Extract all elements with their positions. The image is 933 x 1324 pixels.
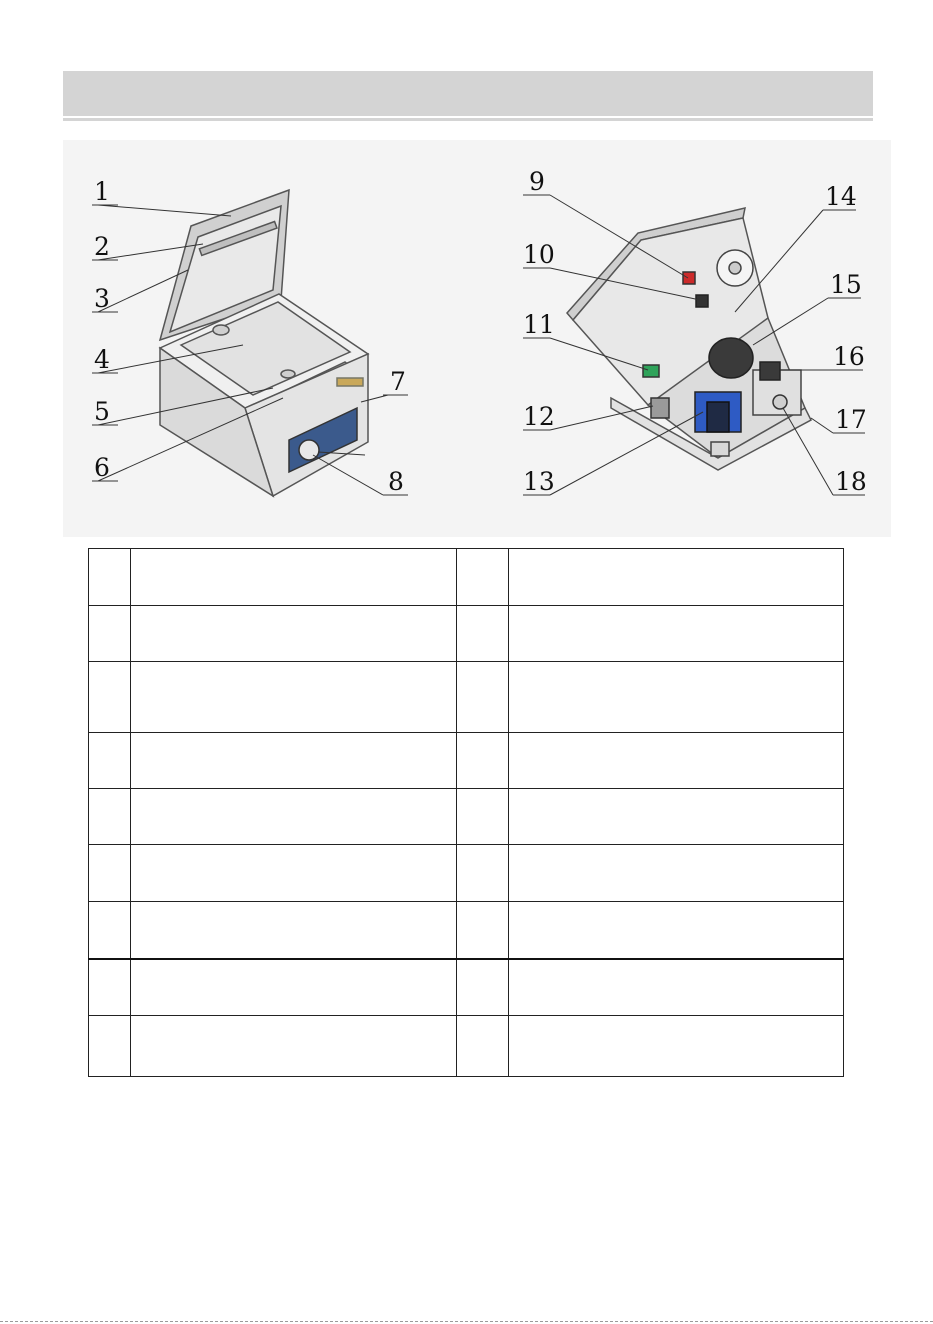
- brand-plate: [337, 378, 363, 386]
- callout-13: 13: [523, 467, 555, 496]
- machine-diagram: [63, 140, 891, 537]
- table-row: [89, 789, 844, 845]
- table-cell: [131, 549, 457, 606]
- table-cell: [89, 606, 131, 662]
- table-cell: [509, 959, 844, 1016]
- callout-10: 10: [523, 240, 555, 269]
- table-row: [89, 845, 844, 902]
- lid-hinge: [213, 325, 229, 335]
- table-cell: [131, 606, 457, 662]
- section-header-bar: [63, 71, 873, 116]
- table-cell: [457, 845, 509, 902]
- front-view-machine: [160, 190, 368, 496]
- table-cell: [89, 733, 131, 789]
- table-row: [89, 733, 844, 789]
- table-cell: [131, 733, 457, 789]
- section-header-underline: [63, 118, 873, 121]
- table-cell: [89, 959, 131, 1016]
- table-cell: [131, 845, 457, 902]
- table-cell: [457, 959, 509, 1016]
- foot: [711, 442, 729, 456]
- table-cell: [509, 902, 844, 959]
- callout-8: 8: [388, 467, 404, 496]
- table-cell: [509, 789, 844, 845]
- table-cell: [509, 606, 844, 662]
- table-cell: [457, 606, 509, 662]
- solenoid-valve: [643, 365, 659, 377]
- transformer-core: [707, 402, 729, 432]
- callout-16: 16: [833, 342, 865, 371]
- table-row: [89, 662, 844, 733]
- table-cell: [131, 1016, 457, 1077]
- callout-9: 9: [529, 167, 545, 196]
- callout-18: 18: [835, 467, 867, 496]
- callout-2: 2: [94, 232, 110, 261]
- rear-view-machine: [567, 208, 811, 470]
- callout-6: 6: [94, 453, 110, 482]
- table-row: [89, 1016, 844, 1077]
- callout-17: 17: [835, 405, 867, 434]
- chamber-drain: [281, 370, 295, 378]
- table-cell: [89, 1016, 131, 1077]
- callout-14: 14: [825, 182, 857, 211]
- table-cell: [131, 662, 457, 733]
- table-row: [89, 959, 844, 1016]
- page-bottom-rule: [0, 1321, 933, 1322]
- table-cell: [89, 789, 131, 845]
- table-cell: [457, 662, 509, 733]
- power-switch: [683, 272, 695, 284]
- table-cell: [131, 902, 457, 959]
- exhaust-filter: [760, 362, 780, 380]
- table-cell: [509, 662, 844, 733]
- callout-12: 12: [523, 402, 555, 431]
- table-cell: [457, 1016, 509, 1077]
- table-cell: [457, 902, 509, 959]
- table-cell: [509, 549, 844, 606]
- table-row: [89, 902, 844, 959]
- table-row: [89, 549, 844, 606]
- table-cell: [457, 733, 509, 789]
- callout-15: 15: [830, 270, 862, 299]
- pump-valve: [651, 398, 669, 418]
- oil-window: [773, 395, 787, 409]
- table-row: [89, 606, 844, 662]
- table-cell: [509, 733, 844, 789]
- machine-figure: [63, 140, 891, 537]
- table-cell: [457, 789, 509, 845]
- callout-7: 7: [390, 367, 406, 396]
- table-cell: [89, 662, 131, 733]
- table-cell: [89, 845, 131, 902]
- table-cell: [131, 959, 457, 1016]
- table-cell: [131, 789, 457, 845]
- parts-table: [88, 548, 844, 1077]
- table-cell: [89, 902, 131, 959]
- table-cell: [509, 845, 844, 902]
- table-cell: [457, 549, 509, 606]
- fan-hub: [729, 262, 741, 274]
- table-cell: [509, 1016, 844, 1077]
- callout-11: 11: [523, 310, 555, 339]
- vacuum-pump-motor: [709, 338, 753, 378]
- callout-5: 5: [94, 397, 110, 426]
- callout-4: 4: [94, 345, 110, 374]
- power-socket: [696, 295, 708, 307]
- table-cell: [89, 549, 131, 606]
- callout-3: 3: [94, 284, 110, 313]
- callout-1: 1: [94, 177, 110, 206]
